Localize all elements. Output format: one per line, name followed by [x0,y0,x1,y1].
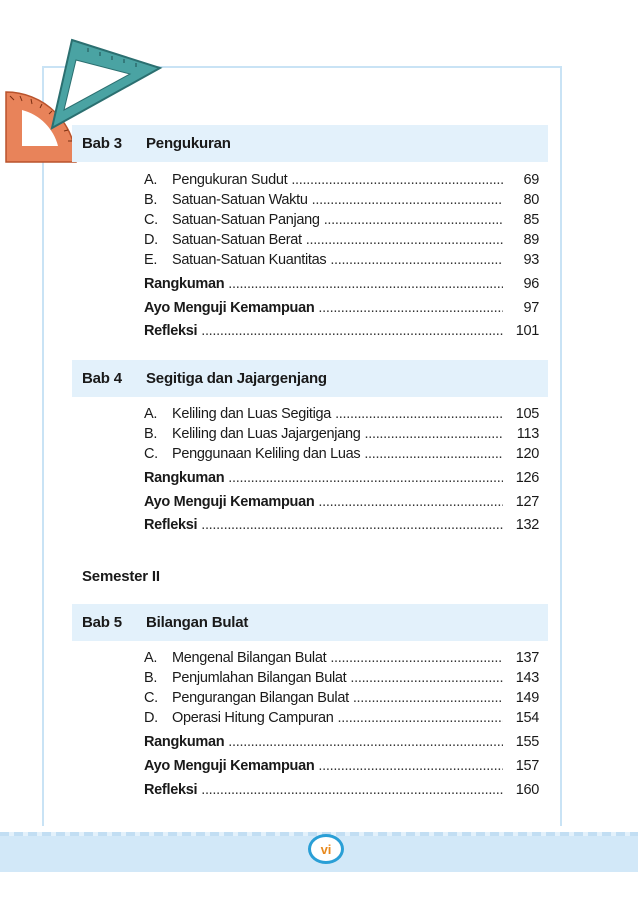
entry-label: Keliling dan Luas Segitiga [172,406,332,422]
dot-leader [318,758,503,774]
dot-leader [312,192,503,208]
entry-label: Penjumlahan Bilangan Bulat [172,670,347,686]
dot-leader [324,212,503,228]
toc-entry-ayo-menguji[interactable] [144,758,539,782]
entry-page: 127 [515,494,539,510]
entry-page: 80 [523,192,539,208]
entry-letter: A. [144,406,158,422]
entry-page: 143 [515,670,539,686]
entry-label: Refleksi [144,782,198,798]
dot-leader [330,252,503,268]
dot-leader [228,734,503,750]
entry-letter: E. [144,252,158,268]
entry-page: 157 [515,758,539,774]
toc-entry[interactable] [144,252,539,276]
entry-letter: C. [144,212,158,228]
toc-entry-rangkuman[interactable] [144,470,539,494]
dot-leader [338,710,503,726]
entry-letter: D. [144,232,158,248]
entry-label: Rangkuman [144,470,225,486]
dot-leader [201,782,503,798]
entry-label: Satuan-Satuan Berat [172,232,302,248]
entry-letter: B. [144,192,158,208]
toc-entry[interactable] [144,710,539,734]
dot-leader [291,172,503,188]
chapter-title: Pengukuran [146,135,231,152]
chapter-header-bab-3[interactable] [72,125,548,162]
dot-leader [228,470,503,486]
toc-entry-ayo-menguji[interactable] [144,494,539,518]
entry-letter: C. [144,446,158,462]
entry-letter: B. [144,670,158,686]
dot-leader [364,446,503,462]
entry-page: 101 [515,323,539,339]
entry-page: 69 [523,172,539,188]
dot-leader [335,406,503,422]
dot-leader [350,670,503,686]
entry-page: 154 [515,710,539,726]
toc-entry-rangkuman[interactable] [144,276,539,300]
entry-label: Ayo Menguji Kemampuan [144,758,315,774]
entry-label: Keliling dan Luas Jajargenjang [172,426,361,442]
dot-leader [201,517,503,533]
entry-label: Pengukuran Sudut [172,172,288,188]
dot-leader [318,494,503,510]
entry-label: Pengurangan Bilangan Bulat [172,690,349,706]
entry-page: 137 [515,650,539,666]
entry-page: 93 [523,252,539,268]
dot-leader [365,426,503,442]
chapter-header-bab-5[interactable] [72,604,548,641]
entry-page: 105 [515,406,539,422]
chapter-title: Segitiga dan Jajargenjang [146,370,327,387]
entry-page: 97 [523,300,539,316]
entry-label: Ayo Menguji Kemampuan [144,494,315,510]
entry-page: 120 [515,446,539,462]
entry-page: 96 [523,276,539,292]
entry-letter: A. [144,172,158,188]
toc-entry-rangkuman[interactable] [144,734,539,758]
toc-entry-ayo-menguji[interactable] [144,300,539,324]
entry-label: Mengenal Bilangan Bulat [172,650,327,666]
chapter-number: Bab 4 [82,370,122,387]
dot-leader [353,690,503,706]
chapter-number: Bab 3 [82,135,122,152]
dot-leader [201,323,503,339]
entry-page: 113 [516,426,539,442]
entry-label: Satuan-Satuan Waktu [172,192,308,208]
dot-leader [228,276,503,292]
entry-page: 155 [515,734,539,750]
entry-page: 132 [515,517,539,533]
entry-label: Penggunaan Keliling dan Luas [172,446,361,462]
entry-page: 89 [523,232,539,248]
entry-label: Refleksi [144,517,198,533]
entry-letter: D. [144,710,158,726]
entry-page: 149 [515,690,539,706]
entry-letter: A. [144,650,158,666]
entry-label: Satuan-Satuan Panjang [172,212,320,228]
semester-heading: Semester II [82,568,160,585]
entry-letter: B. [144,426,158,442]
entry-page: 126 [515,470,539,486]
toc-entry-refleksi[interactable] [144,517,539,541]
chapter-header-bab-4[interactable] [72,360,548,397]
entry-label: Operasi Hitung Campuran [172,710,334,726]
entry-letter: C. [144,690,158,706]
dot-leader [318,300,503,316]
page-number: vi [320,841,332,857]
entry-label: Rangkuman [144,734,225,750]
chapter-title: Bilangan Bulat [146,614,249,631]
entry-label: Satuan-Satuan Kuantitas [172,252,327,268]
entry-page: 85 [523,212,539,228]
entry-label: Ayo Menguji Kemampuan [144,300,315,316]
entry-label: Rangkuman [144,276,225,292]
toc-entry[interactable] [144,446,539,470]
dot-leader [330,650,503,666]
chapter-number: Bab 5 [82,614,122,631]
toc-entry-refleksi[interactable] [144,782,539,806]
entry-label: Refleksi [144,323,198,339]
entry-page: 160 [515,782,539,798]
page-number-badge [308,834,344,864]
set-square-icon [52,40,160,128]
dot-leader [306,232,503,248]
toc-entry-refleksi[interactable] [144,323,539,347]
